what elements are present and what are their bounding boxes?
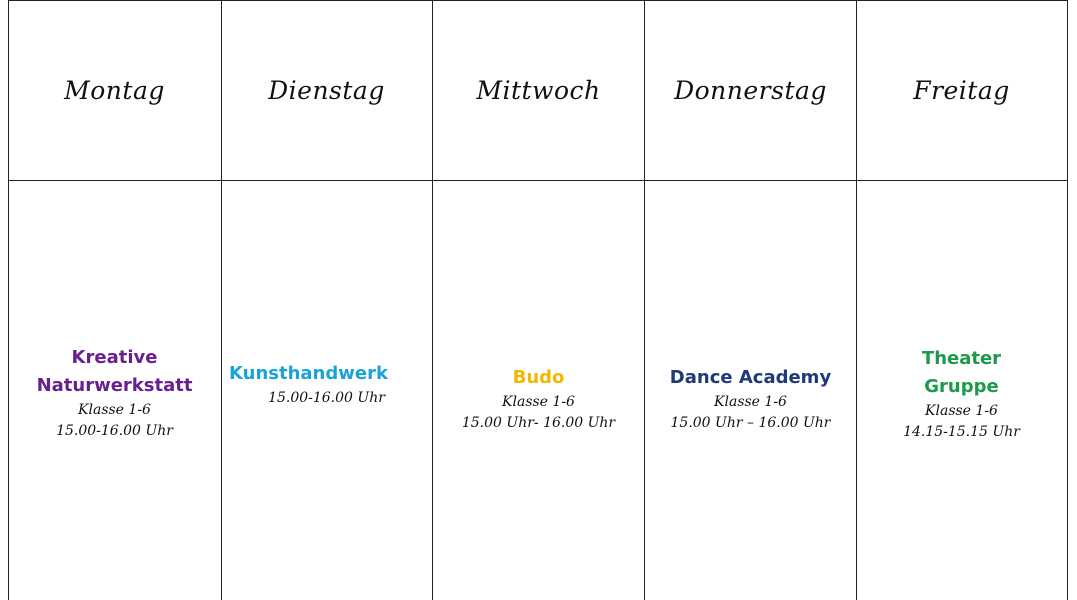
activity-title: Naturwerkstatt — [36, 375, 193, 396]
activity-grade: Klasse 1-6 — [78, 402, 151, 418]
activity-title: Kunsthandwerk — [229, 363, 388, 384]
activity-cell-wednesday — [433, 181, 644, 600]
day-header-monday: Montag — [64, 75, 165, 105]
day-header-friday: Freitag — [913, 75, 1010, 105]
activity-title: Budo — [512, 367, 565, 388]
activity-title: Gruppe — [924, 376, 999, 397]
activity-time: 15.00 Uhr – 16.00 Uhr — [670, 415, 831, 431]
activity-cell-thursday — [645, 181, 856, 600]
column-divider — [1067, 0, 1068, 600]
activity-title: Theater — [921, 348, 1002, 369]
activity-cell-monday — [9, 181, 220, 600]
activity-cell-tuesday — [221, 181, 432, 600]
activity-grade: Klasse 1-6 — [714, 394, 787, 410]
activity-grade: Klasse 1-6 — [502, 394, 575, 410]
activity-cell-friday — [856, 181, 1067, 600]
day-header-thursday: Donnerstag — [674, 75, 827, 105]
activity-grade: Klasse 1-6 — [925, 403, 998, 419]
day-header-wednesday: Mittwoch — [476, 75, 601, 105]
activity-time: 14.15-15.15 Uhr — [903, 424, 1020, 440]
activity-title: Kreative — [71, 347, 158, 368]
day-header-tuesday: Dienstag — [268, 75, 385, 105]
activity-title: Dance Academy — [669, 367, 832, 388]
activity-time: 15.00-16.00 Uhr — [56, 423, 173, 439]
activity-time: 15.00-16.00 Uhr — [268, 390, 385, 406]
activity-time: 15.00 Uhr- 16.00 Uhr — [461, 415, 616, 431]
